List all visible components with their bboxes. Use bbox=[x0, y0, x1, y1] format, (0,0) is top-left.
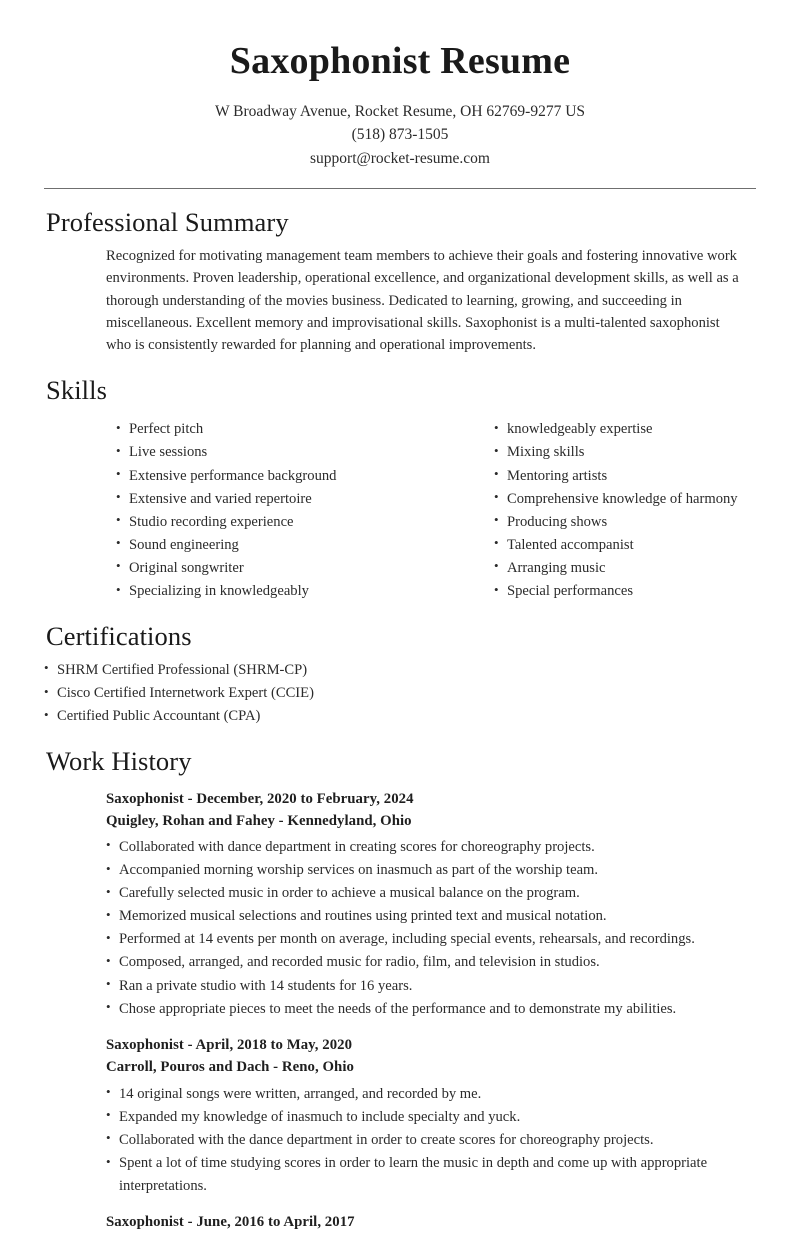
list-item: • Special performances bbox=[494, 580, 756, 603]
list-item: • Chose appropriate pieces to meet the needs of the performance and to demonstrate my abilities. bbox=[106, 998, 742, 1021]
skills-list-right bbox=[494, 418, 756, 602]
section-heading-work-history: Work History bbox=[46, 745, 192, 776]
contact-address: W Broadway Avenue, Rocket Resume, OH 62769-9277 US bbox=[214, 102, 586, 120]
section-skills bbox=[44, 373, 756, 604]
job-bullet-list bbox=[106, 836, 742, 1020]
section-heading-certifications: Certifications bbox=[46, 621, 192, 652]
list-item: • Carefully selected music in order to achieve a musical balance on the program. bbox=[106, 882, 742, 905]
job-bullet-list bbox=[106, 1083, 742, 1198]
job-title-line: Saxophonist - December, 2020 to February, 2024 bbox=[106, 790, 414, 807]
list-item: • Arranging music bbox=[494, 557, 756, 580]
list-item: • Sound engineering bbox=[116, 534, 436, 557]
list-item: • Mixing skills bbox=[494, 441, 756, 464]
skills-list-left bbox=[116, 418, 436, 602]
list-item: • Performed at 14 events per month on average, including special events, rehearsals, and recordings. bbox=[106, 928, 742, 951]
list-item: • Composed, arranged, and recorded music for radio, film, and television in studios. bbox=[106, 951, 742, 974]
resume-header bbox=[44, 0, 756, 189]
list-item: • Mentoring artists bbox=[494, 465, 756, 488]
list-item: • Memorized musical selections and routines using printed text and musical notation. bbox=[106, 905, 742, 928]
list-item: • Extensive performance background bbox=[116, 465, 436, 488]
list-item: • Collaborated with dance department in creating scores for choreography projects. bbox=[106, 836, 742, 859]
list-item: • Certified Public Accountant (CPA) bbox=[44, 705, 756, 728]
section-heading-skills: Skills bbox=[46, 374, 107, 405]
list-item: • Extensive and varied repertoire bbox=[116, 488, 436, 511]
list-item: • Ran a private studio with 14 students for 16 years. bbox=[106, 975, 742, 998]
list-item: • Comprehensive knowledge of harmony bbox=[494, 488, 756, 511]
list-item: • Expanded my knowledge of inasmuch to include specialty and yuck. bbox=[106, 1106, 742, 1129]
contact-block bbox=[44, 100, 756, 171]
list-item: • Live sessions bbox=[116, 441, 436, 464]
list-item: • Original songwriter bbox=[116, 557, 436, 580]
header-divider bbox=[44, 188, 756, 189]
list-item: • Specializing in knowledgeably bbox=[116, 580, 436, 603]
list-item: • knowledgeably expertise bbox=[494, 418, 756, 441]
list-item: • Perfect pitch bbox=[116, 418, 436, 441]
section-heading-professional-summary: Professional Summary bbox=[46, 207, 289, 238]
list-item: • Producing shows bbox=[494, 511, 756, 534]
list-item: • SHRM Certified Professional (SHRM-CP) bbox=[44, 659, 756, 682]
job-company-line: Quigley, Rohan and Fahey - Kennedyland, Ohio bbox=[106, 812, 412, 829]
section-work-history bbox=[44, 744, 756, 1233]
work-history-entry bbox=[106, 788, 756, 1021]
list-item: • 14 original songs were written, arranged, and recorded by me. bbox=[106, 1083, 742, 1106]
skills-column-right bbox=[436, 414, 756, 603]
job-title-line: Saxophonist - April, 2018 to May, 2020 bbox=[106, 1037, 353, 1054]
section-professional-summary bbox=[44, 205, 756, 356]
job-title-line: Saxophonist - June, 2016 to April, 2017 bbox=[106, 1214, 355, 1231]
list-item: • Studio recording experience bbox=[116, 511, 436, 534]
work-history-entry bbox=[106, 1034, 756, 1197]
professional-summary-text: Recognized for motivating management team members to achieve their goals and fostering innovative work environments. Proven leadership, operational excellence, and organizational development skills, as well as a thorough understanding of the movies business. Dedicated to learning, growing, and succeeding in miscellaneous. Excellent memory and improvisational skills. Saxophonist is a multi-talented saxophonist who is consistently rewarded for planning and operational improvements. bbox=[106, 247, 739, 354]
work-history-entries bbox=[44, 788, 756, 1233]
skills-columns bbox=[116, 414, 756, 603]
resume-title: Saxophonist Resume bbox=[229, 40, 571, 82]
list-item: • Spent a lot of time studying scores in order to learn the music in depth and come up with appropriate interpretations. bbox=[106, 1152, 742, 1197]
contact-phone: (518) 873-1505 bbox=[351, 126, 449, 144]
section-certifications bbox=[44, 619, 756, 728]
list-item: • Talented accompanist bbox=[494, 534, 756, 557]
list-item: • Cisco Certified Internetwork Expert (CCIE) bbox=[44, 682, 756, 705]
work-history-entry bbox=[106, 1211, 756, 1233]
certifications-list bbox=[44, 659, 756, 728]
job-company-line: Carroll, Pouros and Dach - Reno, Ohio bbox=[106, 1059, 354, 1076]
list-item: • Accompanied morning worship services on inasmuch as part of the worship team. bbox=[106, 859, 742, 882]
list-item: • Collaborated with the dance department in order to create scores for choreography projects. bbox=[106, 1129, 742, 1152]
skills-column-left bbox=[116, 414, 436, 603]
contact-email: support@rocket-resume.com bbox=[310, 149, 490, 167]
